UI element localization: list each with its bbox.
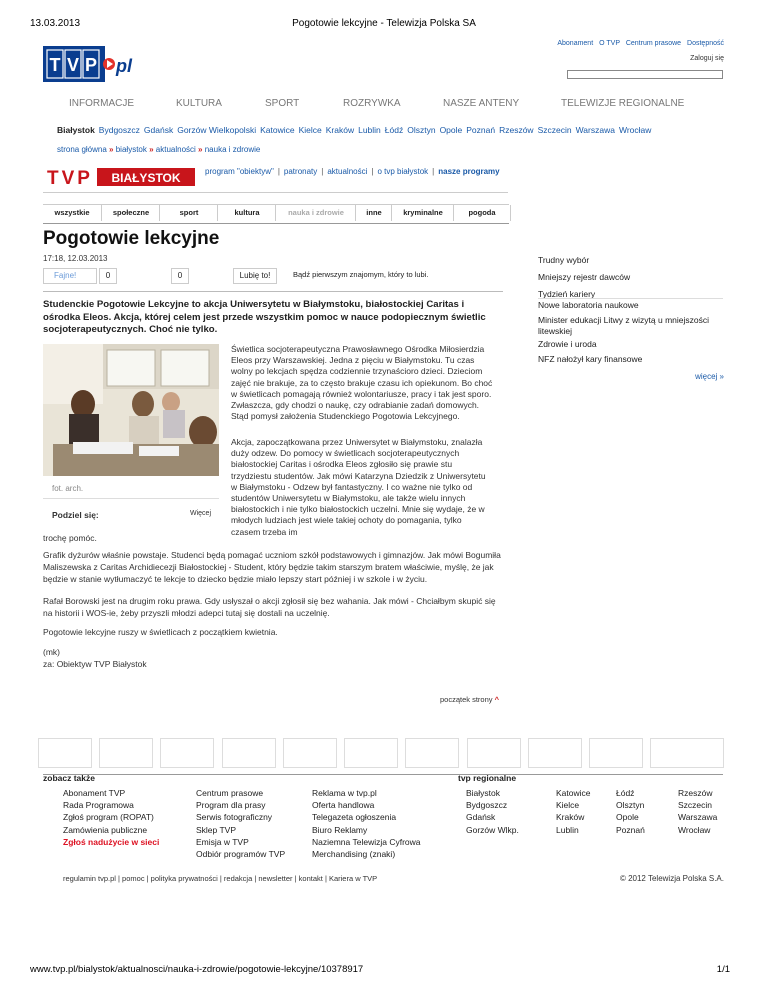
city-link[interactable]: Bydgoszcz [98,125,140,135]
footer-divider [43,774,723,776]
article-paragraph: Pogotowie lekcyjne ruszy w świetlicach z początkiem kwietnia. [43,627,278,637]
regional-nav: program "obiektyw" | patronaty | aktualności | o tvp białystok | nasze programy [205,167,500,176]
top-link-abonament[interactable]: Abonament [557,40,594,47]
print-date: 13.03.2013 [30,18,81,29]
fajne-count: 0 [99,268,117,284]
nav-nasze-anteny[interactable]: NASZE ANTENY [443,98,520,109]
footer-col-2 [196,787,285,860]
divider [43,291,503,292]
divider [538,298,723,299]
footer-link[interactable]: Telegazeta ogłoszenia [312,812,397,823]
sidebar-item[interactable]: NFZ nałożył kary finansowe [538,354,643,364]
article-author: (mk) [43,647,60,657]
footer-link[interactable]: Oferta handlowa [312,800,375,811]
footer-link[interactable]: Rzeszów [678,788,713,798]
city-link[interactable]: Kielce [298,125,322,135]
footer-col-1 [63,787,159,848]
city-link[interactable]: Warszawa [575,125,615,135]
sidebar-item[interactable]: Minister edukacji Litwy z wizytą u mniejszości litewskiej [538,315,709,336]
tab-sport[interactable]: sport [159,205,218,221]
back-to-top-link[interactable] [440,695,499,704]
footer-link[interactable]: Łódź [616,788,635,798]
nav-informacje[interactable]: INFORMACJE [69,98,134,109]
article-paragraph: trochę pomóc. [43,533,97,543]
breadcrumb: strona główna » białystok » aktualności » nauka i zdrowie [57,145,261,154]
print-title: Pogotowie lekcyjne - Telewizja Polska SA [292,18,476,29]
page-title: Pogotowie lekcyjne [43,228,220,249]
tab-wszystkie[interactable]: wszystkie [54,208,90,217]
sidebar-item[interactable]: Zdrowie i uroda [538,339,597,349]
city-link[interactable]: Gdańsk [143,125,174,135]
thumbnail-slot[interactable] [405,738,459,768]
footer-link[interactable]: Kielce [556,800,580,811]
footer-link[interactable]: Biuro Reklamy [312,824,368,835]
footer-link[interactable]: Merchandising (znaki) [312,849,396,860]
tab-inne[interactable]: inne [355,205,392,221]
breadcrumb-item[interactable]: aktualności [155,145,196,154]
footer-link[interactable]: Bydgoszcz [466,800,508,811]
footer-link[interactable]: Lublin [556,824,579,835]
thumbnail-slot[interactable] [222,738,276,768]
tab-kultura[interactable]: kultura [217,205,276,221]
svg-text:TVP: TVP [47,168,93,188]
footer-regional-col-4 [678,787,717,836]
footer-link[interactable]: Odbiór programów TVP [196,849,286,860]
thumbnail-slot[interactable] [467,738,521,768]
fajne-label: Fajne! [54,271,77,280]
article-lead: Studenckie Pogotowie Lekcyjne to akcja Uniwersytetu w Białymstoku, białostockiej Caritas i ośrodka Eleos. Akcja, której celem jest przede wszystkim pomoc w nauce podopiecznym świetlic socjoterapeutycznych. Choć nie tylko. [43,299,486,335]
fajne-button[interactable] [43,268,97,284]
article-photo [43,344,219,476]
city-link[interactable]: Lublin [358,125,381,135]
login-input[interactable] [567,70,723,79]
copyright: © 2012 Telewizja Polska S.A. [619,874,724,883]
regional-nav-patronaty[interactable]: patronaty [283,167,318,176]
sidebar-item[interactable]: Nowe laboratoria naukowe [538,300,639,310]
city-link[interactable]: Szczecin [537,125,572,135]
divider [43,192,508,193]
print-page-number: 1/1 [716,964,730,975]
footer-col-3 [312,787,421,860]
tab-spoleczne[interactable]: społeczne [101,205,160,221]
thumbnail-slot[interactable] [38,738,92,768]
article-paragraph: Rafał Borowski jest na drugim roku prawa. Gdy usłyszał o akcji zgłosił się bez wahania. Jak mówi - Chciałbym skupić się na historii i WOS-ie, żeby przyszli młodzi adepci tutaj się dostali na uczelnię. [43,596,496,618]
footer-link[interactable]: Rada Programowa [63,800,134,811]
thumbnail-slot[interactable] [650,738,724,768]
tab-kryminalne[interactable]: kryminalne [391,205,454,221]
city-link[interactable]: Białystok [57,125,95,135]
regional-nav-aktualnosci[interactable]: aktualności [327,167,368,176]
report-abuse-link[interactable]: Zgłoś nadużycie w sieci [63,836,160,847]
sidebar-item[interactable]: Mniejszy rejestr dawców [538,272,631,282]
category-tabs [43,204,509,224]
footer-link[interactable]: Sklep TVP [196,824,237,835]
footer-link[interactable]: Opole [616,812,639,823]
photo-credit: fot. arch. [52,484,84,493]
social-bar [43,268,503,284]
footer-regional-col-3 [616,787,645,836]
thumbnail-slot[interactable] [160,738,214,768]
top-link-dostepnosc[interactable]: Dostępność [687,40,724,47]
footer-regional-col-2 [556,787,591,836]
footer-link[interactable]: Wrocław [678,824,711,835]
tab-nauka-i-zdrowie[interactable]: nauka i zdrowie [275,205,356,221]
footer-link[interactable]: Warszawa [678,812,718,823]
footer-link[interactable]: Gorzów Wlkp. [466,824,519,835]
thumbnail-slot[interactable] [344,738,398,768]
breadcrumb-item[interactable]: białystok [115,145,147,154]
tab-pogoda[interactable]: pogoda [453,205,511,221]
sidebar-item[interactable]: Trudny wybór [538,255,590,265]
thumbnail-slot[interactable] [528,738,582,768]
city-link[interactable]: Kraków [325,125,355,135]
regional-nav-nasze-programy[interactable]: nasze programy [438,167,500,176]
breadcrumb-item[interactable]: nauka i zdrowie [204,145,261,154]
top-link-o-tvp[interactable]: O TVP [599,40,620,47]
footer-link[interactable]: Centrum prasowe [196,788,264,798]
footer-link[interactable]: Emisja w TVP [196,836,249,847]
city-nav [57,125,655,135]
footer-link[interactable]: Szczecin [678,800,713,811]
footer-link[interactable]: Zgłoś program (ROPAT) [63,812,154,823]
regional-nav-obiektyw[interactable]: program "obiektyw" [205,167,274,176]
article-paragraph: Akcja, zapoczątkowana przez Uniwersytet w Białymstoku, znalazła duży odzew. Do pomocy w świetlicach socjoterapeutycznych białostockiej Caritas i ośrodka Eleos zgłosiło się prawie stu trzydziestu studentów. Jak mówi Katarzyna Dziedzik z Uniwersytetu w Białymstoku - Odzew był fantastyczny. I co ważne nie tylko od studentów Uniwersytetu w Białymstoku, ale także wielu innych białostockich i nie tylko białostockich uczelni. Mnie się wydaje, że w młodych ludziach jest wiele takiej ochoty do pomagania, tylko czasem trzeba im [231,437,486,537]
footer-link[interactable]: Białystok [466,788,501,798]
top-links [553,40,724,47]
city-link[interactable]: Rzeszów [499,125,534,135]
footer-link[interactable]: Reklama w tvp.pl [312,788,377,798]
nav-sport[interactable]: SPORT [265,98,300,109]
thumbnail-slot[interactable] [283,738,337,768]
main-nav [0,98,768,112]
print-url: www.tvp.pl/bialystok/aktualnosci/nauka-i-zdrowie/pogotowie-lekcyjne/10378917 [30,964,364,975]
regional-logo-city: BIAŁYSTOK [111,171,181,185]
footer-link[interactable]: Naziemna Telewizja Cyfrowa [312,836,421,847]
divider [43,498,219,499]
caret-up-icon: ^ [494,695,500,704]
city-link[interactable]: Poznań [466,125,496,135]
footer-link[interactable]: Katowice [556,788,591,798]
footer-link[interactable]: Serwis fotograficzny [196,812,273,823]
footer-bottom-links[interactable]: regulamin tvp.pl | pomoc | polityka prywatności | redakcja | newsletter | kontakt | Kariera w TVP [63,874,378,883]
footer-link[interactable]: Program dla prasy [196,800,266,811]
tvp-logo[interactable] [43,46,135,87]
footer-regional-title: tvp regionalne [458,773,517,783]
footer-link[interactable]: Zamówienia publiczne [63,824,148,835]
city-link[interactable]: Wrocław [618,125,652,135]
svg-text:V: V [66,55,80,75]
breadcrumb-item[interactable]: strona główna [57,145,107,154]
footer-regional-col-1 [466,787,519,836]
like-text: Bądź pierwszym znajomym, który to lubi. [293,270,429,279]
share-more-button[interactable]: Więcej [190,510,212,517]
footer-see-also-title: zobacz także [43,773,95,783]
footer-link[interactable]: Abonament TVP [63,788,126,798]
like-button[interactable]: Lubię to! [233,268,277,284]
article-datetime: 17:18, 12.03.2013 [43,254,108,263]
svg-text:T: T [49,55,61,75]
city-link[interactable]: Katowice [260,125,295,135]
footer-link[interactable]: Poznań [616,824,645,835]
footer-link[interactable]: Kraków [556,812,585,823]
sidebar-item[interactable]: Tydzień kariery [538,289,596,299]
city-link[interactable]: Olsztyn [407,125,436,135]
city-link[interactable]: Opole [439,125,463,135]
city-link[interactable]: Łódź [384,125,404,135]
nav-telewizje-regionalne[interactable]: TELEWIZJE REGIONALNE [561,98,685,109]
nav-rozrywka[interactable]: ROZRYWKA [343,98,401,109]
login-link[interactable]: Zaloguj się [690,55,724,62]
thumbnail-slot[interactable] [589,738,643,768]
nav-kultura[interactable]: KULTURA [176,98,222,109]
thumbnail-slot[interactable] [99,738,153,768]
sidebar-more-link[interactable]: więcej » [695,372,724,381]
regional-nav-o-tvp[interactable]: o tvp białystok [377,167,429,176]
tvp-bialystok-logo[interactable] [43,166,195,193]
svg-text:P: P [84,55,98,75]
back-to-top-label: początek strony [440,695,493,704]
thumbnail-strip [38,738,724,766]
article-paragraph: Świetlica socjoterapeutyczna Prawosławnego Ośrodka Miłosierdzia Eleos przy Warszawskiej. Jedna z pięciu w Białymstoku. Tu czas wolny po lekcjach spędza codziennie trzynaścioro dzieci. Dzieciom zajęć nie brakuje, za to często brakuje czasu ich opiekunom. Bo choć w świetlicach pomagają również wolontariusze, pracy i tak jest sporo. Zwłaszcza, gdy chodzi o naukę, czy odrabianie zadań domowych. Stąd pomysł założenia Studenckiego Pogotowia Lekcyjnego. [231,344,493,422]
svg-text:pl: pl [116,56,132,76]
top-link-centrum-prasowe[interactable]: Centrum prasowe [625,40,682,47]
city-link[interactable]: Gorzów Wielkopolski [177,125,257,135]
footer-link[interactable]: Gdańsk [466,812,496,823]
share-label: Podziel się: [52,510,99,520]
article-source: za: Obiektyw TVP Białystok [43,659,147,669]
share-count: 0 [171,268,189,284]
footer-link[interactable]: Olsztyn [616,800,645,811]
article-paragraph: Grafik dyżurów właśnie powstaje. Studenci będą pomagać uczniom szkół podstawowych i gimnazjów. Jak mówi Bogumiła Maliszewska z Caritas Archidiecezji Białostockiej - Student, który będzie takim starszym bratem właściwie, myślę, że jak będzie w stanie wytłumaczyć te lekcje to dziecko będzie miało lepszy start później i w szkole i w życiu. [43,550,501,584]
